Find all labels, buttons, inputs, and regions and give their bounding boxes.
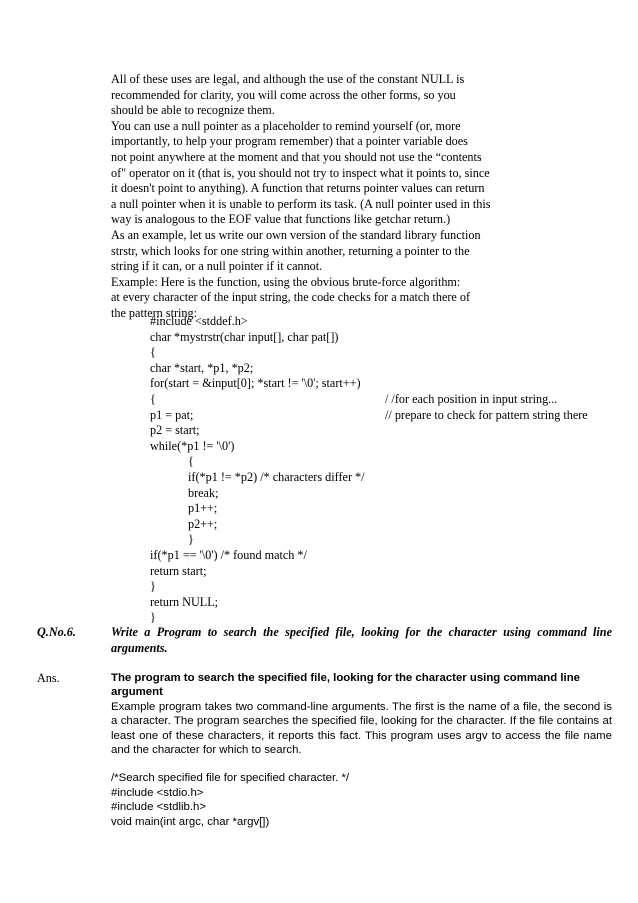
intro-line: a null pointer when it is unable to perform its task. (A null pointer used in this (111, 196, 491, 211)
code-text: if(*p1 != *p2) /* characters differ */ (188, 469, 365, 484)
code-line (111, 548, 611, 564)
code-text: { (150, 391, 156, 406)
intro-line: Example: Here is the function, using the obvious brute-force algorithm: (111, 274, 461, 289)
code-line (111, 376, 611, 392)
code-text: } (150, 610, 156, 625)
intro-line: string if it can, or a null pointer if it cannot. (111, 259, 323, 274)
code-line (111, 439, 611, 455)
code-line (111, 610, 611, 626)
intro-line: strstr, which looks for one string within another, returning a pointer to the (111, 243, 470, 258)
intro-line: You can use a null pointer as a placeholder to remind yourself (or, more (111, 118, 461, 133)
code-text: for(start = &input[0]; *start != '\0'; start++) (150, 376, 361, 391)
code-text: } (150, 579, 156, 594)
code-line: /*Search specified file for specified character. */ (111, 772, 350, 785)
intro-line: at every character of the input string, the code checks for a match there of (111, 290, 471, 305)
answer-paragraph: Example program takes two command-line arguments. The first is the name of a file, the second is a character. The program searches the specified file, looking for the character. If the file contains at least one of these characters, it reports this fact. This program uses argv to access the file name and the character for which to search. (111, 700, 612, 757)
code-line (111, 501, 611, 517)
intro-line: of" operator on it (that is, you should not try to inspect what it points to, since (111, 165, 490, 180)
question-text-line1: Write a Program to search the specified file, looking for the character using command line (111, 625, 612, 639)
answer-code-listing (111, 771, 612, 829)
code-line (111, 423, 611, 439)
question-text-line2: arguments. (111, 640, 168, 655)
intro-line: way is analogous to the EOF value that functions like getchar return.) (111, 212, 451, 227)
code-text: { (150, 345, 156, 360)
code-line (111, 361, 611, 377)
code-text: #include <stddef.h> (150, 314, 248, 328)
mystrstr-code-listing (111, 314, 611, 626)
intro-line: it doesn't point to anything). A function that returns pointer values can return (111, 181, 485, 196)
answer-body (111, 671, 612, 829)
code-text: char *start, *p1, *p2; (150, 360, 254, 375)
intro-line: All of these uses are legal, and although the use of the constant NULL is (111, 72, 465, 86)
code-text: return NULL; (150, 594, 219, 609)
code-text: } (188, 532, 194, 547)
code-text: p2++; (188, 516, 218, 531)
answer-label: Ans. (37, 671, 60, 685)
code-text: p1++; (188, 501, 218, 516)
intro-line: the pattern string: (111, 305, 197, 320)
code-text: char *mystrstr(char input[], char pat[]) (150, 329, 339, 344)
code-text: while(*p1 != '\0') (150, 438, 235, 453)
code-text: { (188, 454, 194, 469)
code-line (111, 517, 611, 533)
code-line (111, 345, 611, 361)
intro-text (111, 72, 531, 322)
code-text: if(*p1 == '\0') /* found match */ (150, 547, 307, 562)
code-text: break; (188, 485, 219, 500)
code-text: p1 = pat; (150, 407, 194, 422)
answer-heading: The program to search the specified file, looking for the character using command line argument (111, 672, 581, 699)
code-line (111, 392, 611, 408)
code-line (111, 486, 611, 502)
code-line: #include <stdlib.h> (111, 801, 206, 814)
code-line (111, 470, 611, 486)
intro-line: recommended for clarity, you will come across the other forms, so you (111, 87, 456, 102)
code-line: #include <stdio.h> (111, 786, 204, 799)
question-number: Q.No.6. (37, 625, 76, 639)
code-line (111, 314, 611, 330)
intro-line: not point anywhere at the moment and that you should not use the “contents (111, 149, 482, 164)
intro-line: importantly, to help your program remember) that a pointer variable does (111, 134, 468, 149)
code-text: return start; (150, 563, 207, 578)
code-line (111, 564, 611, 580)
code-comment: // prepare to check for pattern string there (385, 407, 588, 422)
code-line (111, 408, 611, 424)
code-comment: / /for each position in input string... (385, 391, 558, 406)
code-line (111, 595, 611, 611)
code-line (111, 579, 611, 595)
code-line: void main(int argc, char *argv[]) (111, 815, 270, 828)
code-line (111, 454, 611, 470)
intro-line: As an example, let us write our own version of the standard library function (111, 227, 481, 242)
code-line (111, 532, 611, 548)
code-line (111, 330, 611, 346)
intro-line: should be able to recognize them. (111, 103, 275, 118)
code-text: p2 = start; (150, 423, 200, 438)
